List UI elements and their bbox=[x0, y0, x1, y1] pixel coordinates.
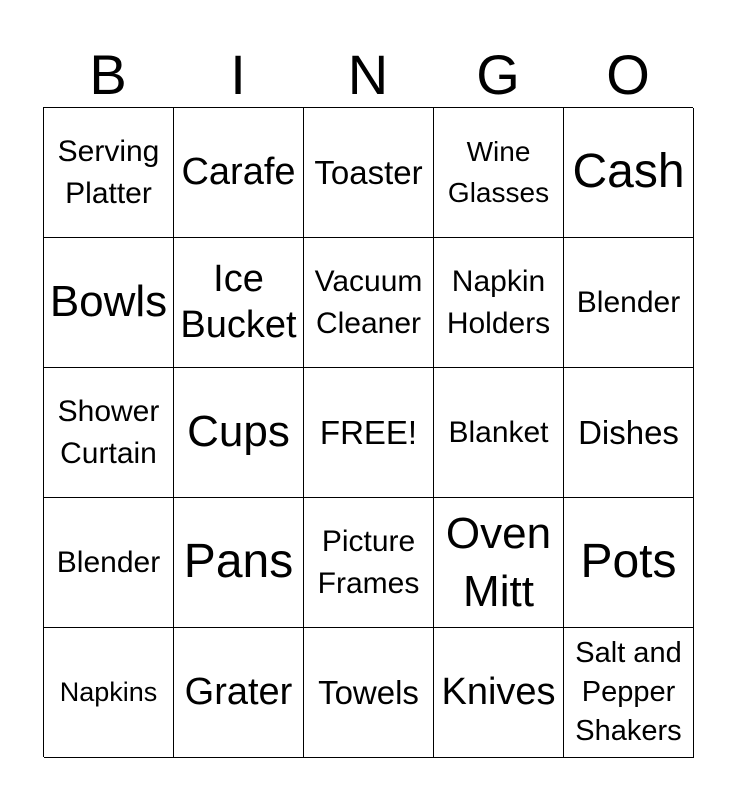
cell-label: Serving Platter bbox=[57, 134, 160, 210]
cell-label: Pans bbox=[183, 535, 294, 589]
bingo-cell[interactable] bbox=[44, 108, 174, 238]
bingo-cell[interactable] bbox=[44, 368, 174, 498]
bingo-cell[interactable] bbox=[434, 108, 564, 238]
cell-label: Toaster bbox=[314, 153, 423, 191]
cell-label: Grater bbox=[184, 670, 293, 713]
cell-label: Napkin Holders bbox=[446, 264, 551, 340]
cell-label: Dishes bbox=[578, 413, 679, 451]
bingo-cell[interactable] bbox=[304, 238, 434, 368]
cell-label: Ice Bucket bbox=[180, 257, 297, 346]
cell-label: Pots bbox=[580, 535, 677, 589]
bingo-cell[interactable] bbox=[564, 108, 694, 238]
cell-label: Knives bbox=[441, 670, 556, 713]
cell-label: Vacuum Cleaner bbox=[314, 264, 423, 340]
cell-label: Picture Frames bbox=[317, 524, 420, 600]
bingo-cell[interactable] bbox=[304, 628, 434, 758]
header-letter-i: I bbox=[230, 43, 246, 106]
header-letter-n: N bbox=[347, 43, 389, 106]
cell-label: Wine Glasses bbox=[447, 135, 550, 208]
bingo-cell[interactable] bbox=[564, 628, 694, 758]
cell-label: Salt and Pepper Shakers bbox=[575, 636, 682, 748]
cell-label: Cash bbox=[572, 145, 685, 199]
cell-label: Napkins bbox=[59, 676, 158, 707]
bingo-cell[interactable] bbox=[44, 498, 174, 628]
bingo-cell[interactable] bbox=[174, 628, 304, 758]
cell-label: Oven Mitt bbox=[445, 509, 552, 616]
bingo-cell[interactable] bbox=[434, 368, 564, 498]
cell-label: Cups bbox=[187, 407, 290, 457]
bingo-board bbox=[43, 107, 693, 757]
cell-label: FREE! bbox=[319, 413, 418, 451]
cell-label: Shower Curtain bbox=[57, 394, 160, 470]
bingo-cell[interactable] bbox=[44, 628, 174, 758]
bingo-cell[interactable] bbox=[174, 108, 304, 238]
free-space[interactable] bbox=[304, 368, 434, 498]
cell-label: Blender bbox=[56, 545, 161, 579]
bingo-cell[interactable] bbox=[434, 238, 564, 368]
cell-label: Blender bbox=[576, 285, 681, 319]
cell-label: Carafe bbox=[181, 150, 296, 193]
header-letter-b: B bbox=[89, 43, 127, 106]
bingo-cell[interactable] bbox=[174, 238, 304, 368]
cell-label: Bowls bbox=[49, 277, 168, 327]
bingo-cell[interactable] bbox=[564, 238, 694, 368]
bingo-cell[interactable] bbox=[44, 238, 174, 368]
cell-label: Blanket bbox=[448, 415, 549, 449]
bingo-cell[interactable] bbox=[564, 368, 694, 498]
bingo-cell[interactable] bbox=[174, 498, 304, 628]
header-letter-o: O bbox=[606, 43, 650, 106]
bingo-cell[interactable] bbox=[304, 108, 434, 238]
bingo-cell[interactable] bbox=[304, 498, 434, 628]
cell-label: Towels bbox=[318, 673, 419, 711]
header-letter-g: G bbox=[476, 43, 520, 106]
bingo-cell[interactable] bbox=[434, 628, 564, 758]
bingo-header bbox=[43, 42, 693, 108]
bingo-cell[interactable] bbox=[174, 368, 304, 498]
bingo-cell[interactable] bbox=[564, 498, 694, 628]
bingo-cell[interactable] bbox=[434, 498, 564, 628]
